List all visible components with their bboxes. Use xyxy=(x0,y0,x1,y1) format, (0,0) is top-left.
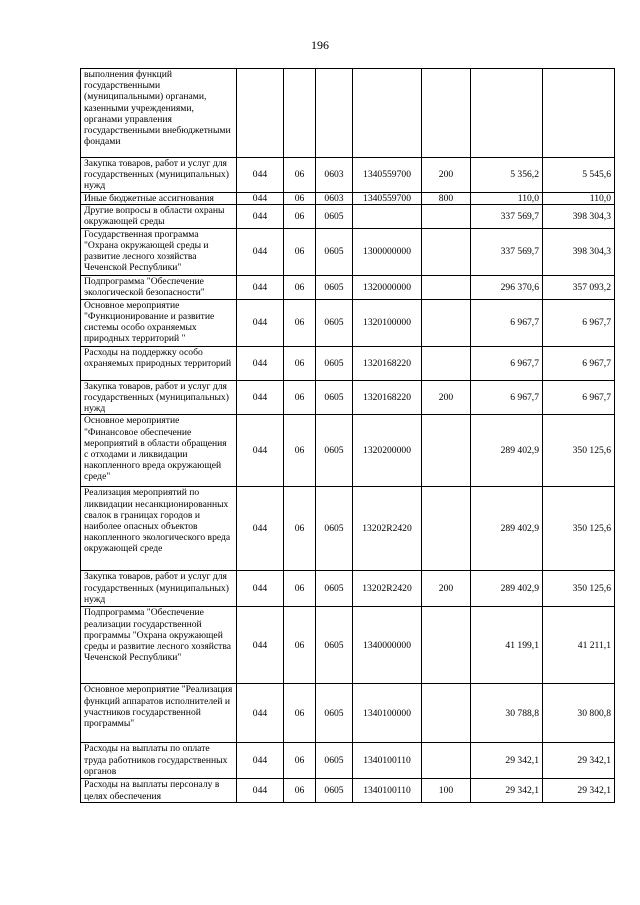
row-name-cell: выполнения функций государственными (муниципальными) органами, казенными учреждениями, органами управления государственными внебюджетными фондами xyxy=(81,69,237,158)
expense-type-cell xyxy=(422,743,471,779)
table-row xyxy=(81,158,615,193)
amount-year1-cell: 6 967,7 xyxy=(471,299,543,346)
ministry-code-cell: 044 xyxy=(237,158,284,193)
table-row xyxy=(81,779,615,803)
amount-year1-cell xyxy=(471,69,543,158)
subsection-code-cell: 0605 xyxy=(316,684,353,743)
amount-year2-cell: 30 800,8 xyxy=(543,684,615,743)
ministry-code-cell: 044 xyxy=(237,380,284,415)
amount-year2-cell: 5 545,6 xyxy=(543,158,615,193)
table-row xyxy=(81,380,615,415)
table-row xyxy=(81,299,615,346)
expense-type-cell xyxy=(422,228,471,275)
amount-year2-cell: 350 125,6 xyxy=(543,487,615,571)
section-code-cell: 06 xyxy=(284,299,316,346)
expense-type-cell xyxy=(422,275,471,299)
budget-table-body xyxy=(81,69,615,803)
subsection-code-cell: 0605 xyxy=(316,415,353,487)
row-name-cell: Основное мероприятие "Функционирование и развитие системы особо охраняемых природных территорий " xyxy=(81,299,237,346)
ministry-code-cell: 044 xyxy=(237,684,284,743)
section-code-cell: 06 xyxy=(284,684,316,743)
amount-year1-cell: 30 788,8 xyxy=(471,684,543,743)
target-article-cell: 1320168220 xyxy=(353,346,422,380)
amount-year2-cell: 110,0 xyxy=(543,192,615,204)
ministry-code-cell: 044 xyxy=(237,415,284,487)
table-row xyxy=(81,275,615,299)
amount-year2-cell: 350 125,6 xyxy=(543,415,615,487)
amount-year1-cell: 289 402,9 xyxy=(471,571,543,607)
target-article-cell: 1340559700 xyxy=(353,158,422,193)
expense-type-cell xyxy=(422,204,471,228)
expense-type-cell: 200 xyxy=(422,380,471,415)
section-code-cell: 06 xyxy=(284,607,316,684)
section-code-cell: 06 xyxy=(284,487,316,571)
table-row xyxy=(81,346,615,380)
subsection-code-cell: 0605 xyxy=(316,487,353,571)
target-article-cell xyxy=(353,204,422,228)
amount-year2-cell: 29 342,1 xyxy=(543,779,615,803)
target-article-cell: 13202R2420 xyxy=(353,571,422,607)
amount-year1-cell: 289 402,9 xyxy=(471,415,543,487)
section-code-cell: 06 xyxy=(284,192,316,204)
section-code-cell: 06 xyxy=(284,158,316,193)
row-name-cell: Закупка товаров, работ и услуг для государственных (муниципальных) нужд xyxy=(81,571,237,607)
target-article-cell: 1320100000 xyxy=(353,299,422,346)
row-name-cell: Основное мероприятие "Финансовое обеспечение мероприятий в области обращения с отходами и ликвидации накопленного вреда окружающей среде" xyxy=(81,415,237,487)
row-name-cell: Подпрограмма "Обеспечение экологической безопасности" xyxy=(81,275,237,299)
section-code-cell: 06 xyxy=(284,571,316,607)
target-article-cell xyxy=(353,69,422,158)
subsection-code-cell: 0603 xyxy=(316,192,353,204)
ministry-code-cell: 044 xyxy=(237,346,284,380)
ministry-code-cell: 044 xyxy=(237,779,284,803)
table-row xyxy=(81,743,615,779)
section-code-cell: 06 xyxy=(284,275,316,299)
ministry-code-cell: 044 xyxy=(237,607,284,684)
expense-type-cell: 200 xyxy=(422,571,471,607)
amount-year1-cell: 110,0 xyxy=(471,192,543,204)
row-name-cell: Расходы на поддержку особо охраняемых природных территорий xyxy=(81,346,237,380)
expense-type-cell xyxy=(422,346,471,380)
amount-year1-cell: 337 569,7 xyxy=(471,228,543,275)
section-code-cell: 06 xyxy=(284,415,316,487)
amount-year1-cell: 29 342,1 xyxy=(471,743,543,779)
amount-year1-cell: 5 356,2 xyxy=(471,158,543,193)
amount-year1-cell: 6 967,7 xyxy=(471,346,543,380)
ministry-code-cell: 044 xyxy=(237,275,284,299)
amount-year1-cell: 289 402,9 xyxy=(471,487,543,571)
row-name-cell: Закупка товаров, работ и услуг для государственных (муниципальных) нужд xyxy=(81,380,237,415)
row-name-cell: Расходы на выплаты персоналу в целях обеспечения xyxy=(81,779,237,803)
expense-type-cell xyxy=(422,607,471,684)
amount-year2-cell: 41 211,1 xyxy=(543,607,615,684)
section-code-cell: 06 xyxy=(284,228,316,275)
table-row xyxy=(81,607,615,684)
target-article-cell: 1340100000 xyxy=(353,684,422,743)
section-code-cell: 06 xyxy=(284,380,316,415)
ministry-code-cell xyxy=(237,69,284,158)
amount-year1-cell: 41 199,1 xyxy=(471,607,543,684)
expense-type-cell xyxy=(422,684,471,743)
section-code-cell: 06 xyxy=(284,346,316,380)
section-code-cell: 06 xyxy=(284,204,316,228)
section-code-cell: 06 xyxy=(284,743,316,779)
amount-year2-cell: 398 304,3 xyxy=(543,228,615,275)
row-name-cell: Расходы на выплаты по оплате труда работников государственных органов xyxy=(81,743,237,779)
amount-year2-cell: 29 342,1 xyxy=(543,743,615,779)
amount-year1-cell: 6 967,7 xyxy=(471,380,543,415)
section-code-cell xyxy=(284,69,316,158)
row-name-cell: Закупка товаров, работ и услуг для государственных (муниципальных) нужд xyxy=(81,158,237,193)
table-row xyxy=(81,228,615,275)
subsection-code-cell: 0605 xyxy=(316,571,353,607)
subsection-code-cell: 0605 xyxy=(316,743,353,779)
ministry-code-cell: 044 xyxy=(237,204,284,228)
subsection-code-cell: 0605 xyxy=(316,346,353,380)
target-article-cell: 1340100110 xyxy=(353,743,422,779)
amount-year2-cell: 6 967,7 xyxy=(543,380,615,415)
budget-table xyxy=(80,68,615,803)
amount-year2-cell: 6 967,7 xyxy=(543,299,615,346)
subsection-code-cell: 0603 xyxy=(316,158,353,193)
expense-type-cell: 100 xyxy=(422,779,471,803)
expense-type-cell: 800 xyxy=(422,192,471,204)
table-row xyxy=(81,571,615,607)
target-article-cell: 1320200000 xyxy=(353,415,422,487)
expense-type-cell: 200 xyxy=(422,158,471,193)
target-article-cell: 1340000000 xyxy=(353,607,422,684)
amount-year2-cell xyxy=(543,69,615,158)
ministry-code-cell: 044 xyxy=(237,228,284,275)
section-code-cell: 06 xyxy=(284,779,316,803)
row-name-cell: Реализация мероприятий по ликвидации несанкционированных свалок в границах городов и наиболее опасных объектов накопленного экологического вреда окружающей среде xyxy=(81,487,237,571)
table-row xyxy=(81,415,615,487)
amount-year1-cell: 29 342,1 xyxy=(471,779,543,803)
subsection-code-cell: 0605 xyxy=(316,275,353,299)
expense-type-cell xyxy=(422,69,471,158)
subsection-code-cell: 0605 xyxy=(316,779,353,803)
table-row xyxy=(81,487,615,571)
amount-year1-cell: 337 569,7 xyxy=(471,204,543,228)
amount-year2-cell: 350 125,6 xyxy=(543,571,615,607)
ministry-code-cell: 044 xyxy=(237,743,284,779)
table-row xyxy=(81,69,615,158)
expense-type-cell xyxy=(422,487,471,571)
target-article-cell: 1320000000 xyxy=(353,275,422,299)
amount-year2-cell: 398 304,3 xyxy=(543,204,615,228)
row-name-cell: Государственная программа "Охрана окружающей среды и развитие лесного хозяйства Чеченской Республики" xyxy=(81,228,237,275)
target-article-cell: 13202R2420 xyxy=(353,487,422,571)
target-article-cell: 1320168220 xyxy=(353,380,422,415)
subsection-code-cell: 0605 xyxy=(316,607,353,684)
row-name-cell: Другие вопросы в области охраны окружающей среды xyxy=(81,204,237,228)
ministry-code-cell: 044 xyxy=(237,192,284,204)
row-name-cell: Основное мероприятие "Реализация функций аппаратов исполнителей и участников государственной программы" xyxy=(81,684,237,743)
subsection-code-cell: 0605 xyxy=(316,228,353,275)
subsection-code-cell xyxy=(316,69,353,158)
table-row xyxy=(81,684,615,743)
page-number: 196 xyxy=(311,38,329,52)
subsection-code-cell: 0605 xyxy=(316,204,353,228)
target-article-cell: 1340559700 xyxy=(353,192,422,204)
ministry-code-cell: 044 xyxy=(237,487,284,571)
amount-year1-cell: 296 370,6 xyxy=(471,275,543,299)
ministry-code-cell: 044 xyxy=(237,299,284,346)
subsection-code-cell: 0605 xyxy=(316,380,353,415)
ministry-code-cell: 044 xyxy=(237,571,284,607)
subsection-code-cell: 0605 xyxy=(316,299,353,346)
amount-year2-cell: 6 967,7 xyxy=(543,346,615,380)
table-row xyxy=(81,204,615,228)
expense-type-cell xyxy=(422,415,471,487)
row-name-cell: Иные бюджетные ассигнования xyxy=(81,192,237,204)
target-article-cell: 1340100110 xyxy=(353,779,422,803)
amount-year2-cell: 357 093,2 xyxy=(543,275,615,299)
table-row xyxy=(81,192,615,204)
target-article-cell: 1300000000 xyxy=(353,228,422,275)
row-name-cell: Подпрограмма "Обеспечение реализации государственной программы "Охрана окружающей среды и развитие лесного хозяйства Чеченской Республики" xyxy=(81,607,237,684)
expense-type-cell xyxy=(422,299,471,346)
